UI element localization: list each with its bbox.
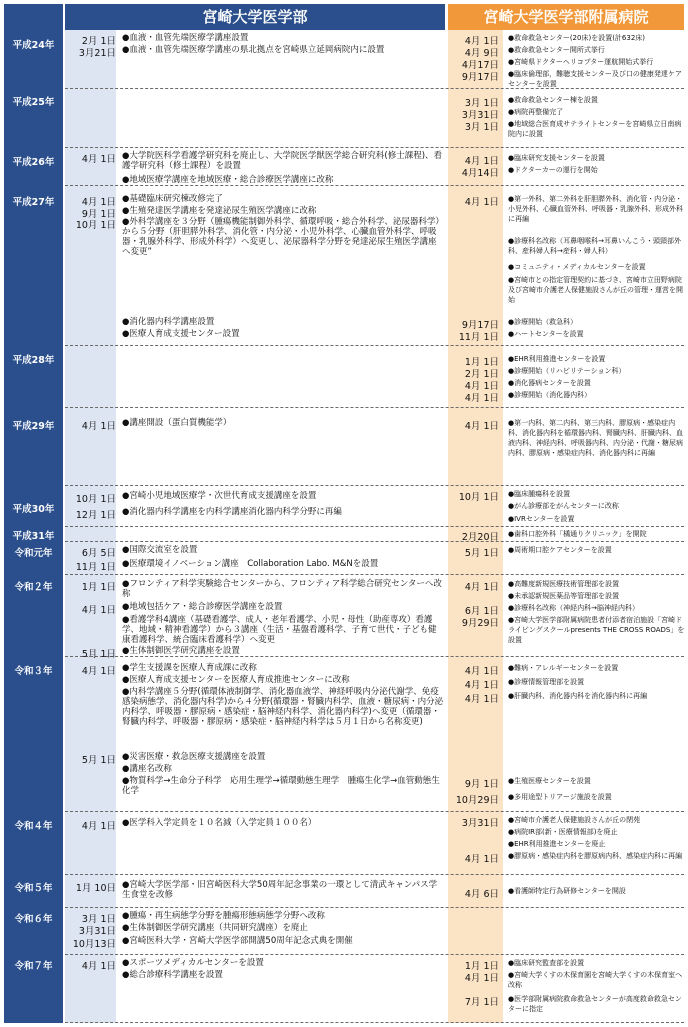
hospital-event-text: ●診療開始（リハビリテーション科） — [508, 367, 626, 375]
school-event-date: 4月 1日 — [81, 197, 116, 208]
school-event-date: 3月31日 — [78, 926, 116, 937]
hospital-event-date: 10月29日 — [455, 795, 499, 806]
year-label: 平成24年 — [12, 40, 55, 51]
school-event-text: ●学生支援課を医療人育成課に改称 — [122, 663, 257, 673]
year-label: 平成25年 — [12, 97, 55, 108]
hospital-event-text: ●救命救急センター(20床)を設置(計632床) — [508, 34, 646, 42]
school-event-date: 4月 1日 — [81, 961, 116, 972]
year-label: 令和６年 — [14, 914, 53, 925]
row-divider — [65, 1022, 684, 1023]
hospital-event-date: 6月 1日 — [464, 606, 499, 617]
hospital-event-text: ●救命救急センター棟を設置 — [508, 96, 598, 104]
school-event-date: 5月 1日 — [81, 649, 116, 660]
hospital-event-text: ●診療情報管理部を設置 — [508, 678, 585, 686]
school-event-text: ●血液・血管先端医療学講座の県北拠点を宮崎県立延岡病院内に設置 — [122, 45, 385, 55]
hospital-event-text: ●臨床腫瘍科を設置 — [508, 490, 571, 498]
hospital-event-date: 7月 1日 — [464, 997, 499, 1008]
school-event-text: ●生殖発達医学講座を発達泌尿生殖医学講座に改称 — [122, 206, 317, 216]
hospital-event-text: ●宮崎大学くすの木保育園を宮崎大学くすの木保育室へ改称 — [508, 971, 683, 989]
school-event-text: ●地域医療学講座を地域医療・総合診療医学講座に改称 — [122, 175, 334, 185]
hospital-event-date: 4月 1日 — [464, 381, 499, 392]
hospital-event-date: 9月 1日 — [464, 779, 499, 790]
hospital-event-text: ●IVRセンターを設置 — [508, 515, 575, 523]
hospital-event-date: 3月31日 — [461, 110, 499, 121]
school-event-text: ●総合診療科学講座を設置 — [122, 970, 223, 980]
hospital-event-text: ●周術期口腔ケアセンターを設置 — [508, 546, 612, 554]
hospital-event-date: 5月 1日 — [464, 548, 499, 559]
hospital-event-text: ●救命救急センター開所式挙行 — [508, 46, 605, 54]
hospital-event-text: ●臨床研究支援センターを設置 — [508, 154, 605, 162]
hospital-event-text: ●コミュニティ・メディカルセンターを設置 — [508, 263, 646, 271]
school-event-text: ●生体制御医学研究講座を設置 — [122, 646, 240, 656]
school-event-text: ●消化器内科学講座設置 — [122, 317, 215, 327]
school-event-date: 4月 1日 — [81, 666, 116, 677]
year-row — [0, 542, 688, 575]
year-label: 令和２年 — [14, 582, 53, 593]
school-header: 宮崎大学医学部 — [65, 4, 445, 30]
hospital-event-date: 4月 1日 — [464, 680, 499, 691]
year-row — [0, 908, 688, 955]
school-event-text: ●血液・血管先端医療学講座設置 — [122, 33, 249, 43]
school-event-text: ●生体制御医学研究講座（共同研究講座）を廃止 — [122, 923, 308, 933]
hospital-event-date: 3月31日 — [461, 818, 499, 829]
year-label: 令和元年 — [14, 548, 53, 559]
hospital-event-date: 9月29日 — [461, 618, 499, 629]
school-event-date: 11月 1日 — [75, 562, 116, 573]
school-event-text: ●腫瘍・再生病態学分野を腫瘍形態病態学分野へ改称 — [122, 911, 325, 921]
hospital-event-text: ●診療科名改称（耳鼻咽喉科→耳鼻いんこう・頭頸部外科、産科婦人科→産科・婦人科） — [508, 237, 681, 255]
hospital-event-text: ●臨床倫理部，難聴支援センター及び口の健康発達ケアセンターを設置 — [508, 70, 682, 88]
year-row — [0, 186, 688, 346]
hospital-event-text: ●宮崎市介護老人保健施設さんが丘の閉苑 — [508, 816, 641, 824]
hospital-event-date: 4月 1日 — [464, 666, 499, 677]
school-event-date: 4月 1日 — [81, 421, 116, 432]
year-row — [0, 486, 688, 527]
hospital-event-text: ●多用途型トリアージ施設を設置 — [508, 793, 612, 801]
school-event-text: ●医療人育成支援センターを医療人育成推進センターに改称 — [122, 675, 350, 685]
hospital-event-text: ●宮崎県ドクターヘリコプター運航開始式挙行 — [508, 58, 654, 66]
school-event-text: ●医療人育成支援センター設置 — [122, 329, 240, 339]
school-event-date: 4月 1日 — [81, 154, 116, 165]
hospital-event-date: 4月 1日 — [464, 582, 499, 593]
year-row — [0, 812, 688, 875]
hospital-header: 宮崎大学医学部附属病院 — [448, 4, 684, 30]
year-row — [0, 408, 688, 486]
hospital-event-text: ●未承認新規医薬品等管理部を設置 — [508, 592, 620, 600]
hospital-event-date: 4月 1日 — [464, 421, 499, 432]
hospital-event-text: ●がん診療部をがんセンターに改称 — [508, 502, 619, 510]
school-event-text: ●講座開設（蛋白質機能学） — [122, 418, 232, 428]
school-event-date: 1月 10日 — [75, 883, 116, 894]
school-event-text: ●講座名改称 — [122, 764, 172, 774]
hospital-event-date: 4月14日 — [461, 168, 499, 179]
school-event-date: 10月 1日 — [75, 494, 116, 505]
school-event-date: 10月13日 — [72, 939, 116, 950]
hospital-event-text: ●EHR利用推進センターを設置 — [508, 355, 606, 363]
school-event-text: ●内科学講座５分野(循環体液制御学、消化器血液学、神経呼吸内分泌代謝学、免疫感染病態学、消化器内科学)から４分野(循環器・腎臓内科学、血液・糖尿病・内分泌内科学、呼吸器・膠原病・感染症・脳神経内科学、消化器内科学)へ変更（循環器・腎臓内科学、呼吸器・膠原病・感染症・脳神経内科学は５月１日から名称変更) — [122, 687, 444, 727]
year-label: 平成27年 — [12, 197, 55, 208]
hospital-event-text: ●診療開始（救急科） — [508, 318, 578, 326]
hospital-event-date: 2月 1日 — [464, 369, 499, 380]
hospital-event-text: ●診療科名改称（神経内科→脳神経内科） — [508, 604, 639, 612]
hospital-event-date: 4月 1日 — [464, 393, 499, 404]
year-label: 平成29年 — [12, 421, 55, 432]
school-event-date: 4月 1日 — [81, 605, 116, 616]
school-event-text: ●基礎臨床研究棟改修完了 — [122, 194, 223, 204]
hospital-event-date: 4月 1日 — [464, 36, 499, 47]
year-row — [0, 346, 688, 408]
school-event-date: 4月 1日 — [81, 821, 116, 832]
hospital-event-date: 4月 1日 — [464, 694, 499, 705]
school-event-date: 12月 1日 — [75, 510, 116, 521]
school-event-text: ●看護学科4講座（基礎看護学、成人・老年看護学、小児・母性（助産専攻）看護学、地域・精神看護学）から３講座（生活・基盤看護科学、子育て世代・子ども健康看護科学、統合臨床看護科学）へ変更 — [122, 615, 437, 645]
school-event-text: ●スポーツメディカルセンターを設置 — [122, 958, 264, 968]
hospital-event-text: ●診療開始（消化器内科） — [508, 391, 592, 399]
school-event-date: 5月 1日 — [81, 755, 116, 766]
year-row — [0, 527, 688, 542]
hospital-event-date: 4月 1日 — [464, 854, 499, 865]
year-label: 令和５年 — [14, 883, 53, 894]
hospital-event-date: 4月 6日 — [464, 889, 499, 900]
school-event-date: 6月 5日 — [81, 548, 116, 559]
school-event-date: 3月21日 — [78, 48, 116, 59]
year-label: 平成28年 — [12, 355, 55, 366]
hospital-event-text: ●歯科口腔外科「橘通りクリニック」を開院 — [508, 530, 647, 538]
hospital-event-date: 4月 9日 — [464, 48, 499, 59]
hospital-event-text: ●難病・アレルギーセンターを設置 — [508, 664, 619, 672]
school-event-date: 10月 1日 — [75, 220, 116, 231]
year-row — [0, 875, 688, 908]
school-event-text: ●大学院医科学看護学研究科を廃止し、大学院医学獣医学総合研究科(修士課程)、看護学研究科（修士課程）を設置 — [122, 151, 443, 171]
hospital-event-text: ●肝臓内科、消化器内科を消化器内科に再編 — [508, 692, 648, 700]
year-row — [0, 575, 688, 660]
hospital-event-text: ●病院再整備完了 — [508, 108, 564, 116]
hospital-event-text: ●生殖医療センターを設置 — [508, 777, 591, 785]
school-event-date: 1月 1日 — [81, 582, 116, 593]
hospital-event-date: 2月20日 — [461, 532, 499, 543]
hospital-event-date: 1月 1日 — [464, 961, 499, 972]
year-row — [0, 31, 688, 89]
hospital-event-text: ●病院IR部(新・医療情報部)を廃止 — [508, 828, 618, 836]
year-label: 令和４年 — [14, 821, 53, 832]
hospital-event-text: ●膠原病・感染症内科を膠原病内科、感染症内科に再編 — [508, 852, 683, 860]
hospital-event-date: 11月 1日 — [458, 332, 499, 343]
hospital-event-text: ●ハートセンターを設置 — [508, 330, 584, 338]
school-event-text: ●フロンティア科学実験総合センターから、フロンティア科学総合研究センターへ改称 — [122, 579, 442, 599]
school-event-text: ●宮崎小児地域医療学・次世代育成支援講座を設置 — [122, 491, 317, 501]
year-row — [0, 89, 688, 148]
school-event-text: ●外科学講座を３分野（腫瘍機能制御外科学、循環呼吸・総合外科学、泌尿器科学）から５分野（肝胆膵外科学、消化管・内分泌・小児外科学、心臓血管外科学、呼吸器・乳腺外科学、形成外科学）へ変更し、泌尿器科学分野を発達泌尿生殖医学講座へ変更” — [122, 217, 444, 257]
year-row — [0, 148, 688, 186]
school-event-text: ●物質科学→生命分子科学 応用生理学→循環動態生理学 腫瘍生化学→血管動態生化学 — [122, 776, 440, 796]
hospital-event-date: 4月 1日 — [464, 156, 499, 167]
hospital-event-date: 4月 1日 — [464, 973, 499, 984]
school-event-text: ●地域包括ケア・総合診療医学講座を設置 — [122, 602, 283, 612]
hospital-event-text: ●地域総合医育成サテライトセンターを宮崎県立日南病院内に設置 — [508, 120, 682, 138]
hospital-event-text: ●第一内科、第二内科、第三内科、膠原病・感染症内科、消化器内科を循環器内科、腎臓内科、肝臓内科、血液内科、神経内科、呼吸器内科、内分泌・代謝・糖尿病内科、膠原病・感染症内科、消化器内科に再編 — [508, 419, 683, 457]
hospital-event-date: 9月17日 — [461, 320, 499, 331]
hospital-event-date: 10月 1日 — [458, 492, 499, 503]
hospital-event-text: ●宮崎大学医学部附属病院患者付添者宿泊施設「宮崎ドライビングスクールpresents THE CROSS ROADS」を設置 — [508, 616, 685, 644]
hospital-event-text: ●EHR利用推進センターを廃止 — [508, 840, 606, 848]
year-row — [0, 657, 688, 812]
school-event-text: ●国際交流室を設置 — [122, 545, 198, 555]
school-event-text: ●医療環境イノベーション講座 Collaboration Labo. M&Nを設置 — [122, 559, 379, 569]
hospital-event-date: 4月 1日 — [464, 197, 499, 208]
school-event-date: 3月 1日 — [81, 914, 116, 925]
hospital-event-date: 9月17日 — [461, 72, 499, 83]
school-event-text: ●宮崎大学医学部・旧宮崎医科大学50周年記念事業の一環として清武キャンパス学生食堂を改修 — [122, 880, 438, 900]
school-event-date: 2月 1日 — [81, 36, 116, 47]
hospital-event-text: ●高難度新規医療技術管理部を設置 — [508, 580, 620, 588]
school-event-text: ●医学科入学定員を１０名減（入学定員１００名） — [122, 818, 317, 828]
hospital-event-date: 4月17日 — [461, 60, 499, 71]
year-label: 令和３年 — [14, 666, 53, 677]
school-event-text: ●災害医療・救急医療支援講座を設置 — [122, 752, 266, 762]
hospital-event-text: ●第一外科、第二外科を肝胆膵外科、消化管・内分泌・小児外科、心臓血管外科、呼吸器・乳腺外科、形成外科に再編 — [508, 195, 683, 223]
hospital-event-date: 3月 1日 — [464, 98, 499, 109]
year-label: 令和７年 — [14, 961, 53, 972]
school-event-text: ●宮崎医科大学・宮崎大学医学部開講50周年記念式典を開催 — [122, 936, 353, 946]
year-label: 平成31年 — [12, 531, 55, 542]
hospital-event-text: ●ドクターカーの運行を開始 — [508, 166, 598, 174]
hospital-event-text: ●医学部附属病院救命救急センターが高度救命救急センターに指定 — [508, 995, 682, 1013]
year-row — [0, 955, 688, 1023]
hospital-event-date: 3月 1日 — [464, 122, 499, 133]
hospital-event-text: ●消化器病センターを設置 — [508, 379, 591, 387]
year-label: 平成26年 — [12, 157, 55, 168]
hospital-event-text: ●臨床研究監査部を設置 — [508, 959, 585, 967]
hospital-event-text: ●看護師特定行為研修センターを開設 — [508, 887, 626, 895]
year-label: 平成30年 — [12, 504, 55, 515]
school-event-text: ●消化器内科学講座を内科学講座消化器内科学分野に再編 — [122, 507, 342, 517]
hospital-event-date: 1月 1日 — [464, 357, 499, 368]
school-event-date: 9月 1日 — [81, 209, 116, 220]
hospital-event-text: ●宮崎市との指定管理契約に基づき、宮崎市立田野病院及び宮崎市介護老人保健施設さんが丘の管理・運営を開始 — [508, 276, 683, 304]
